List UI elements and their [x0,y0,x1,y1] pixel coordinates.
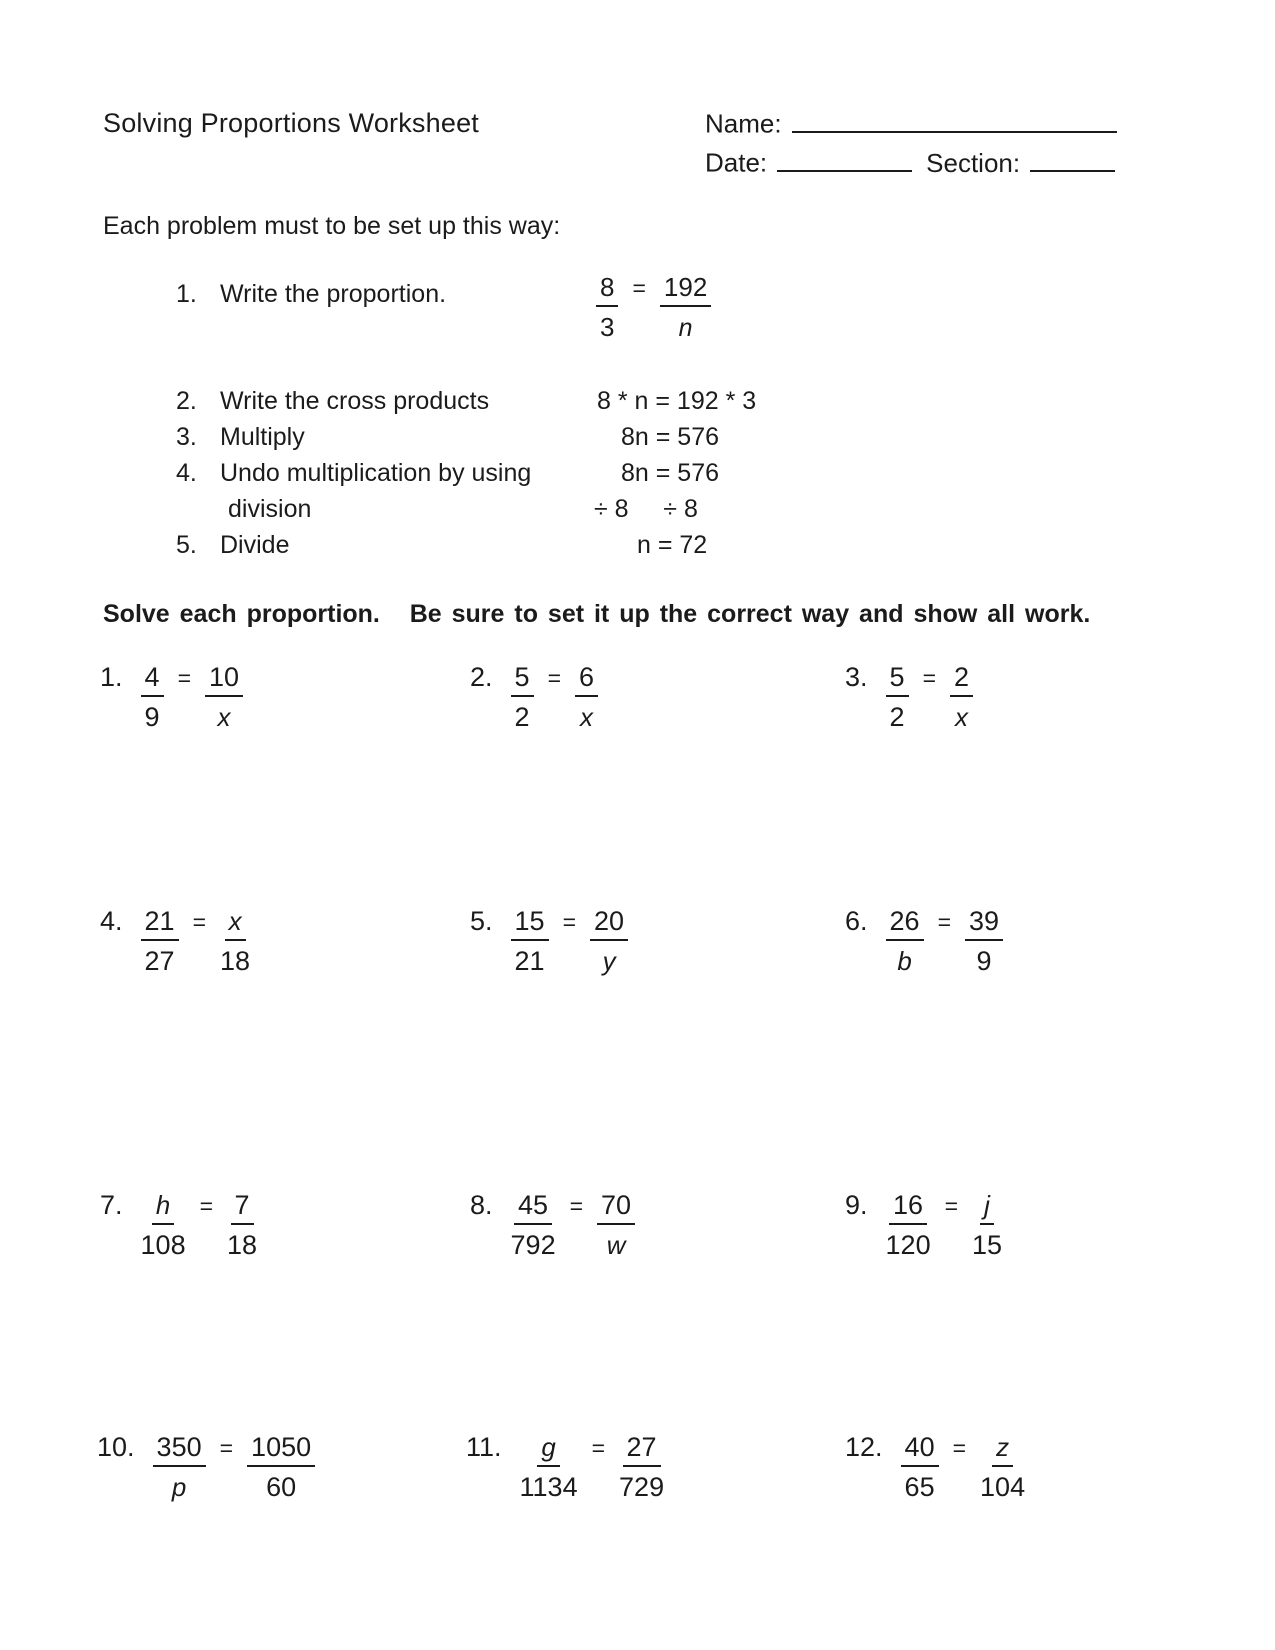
problem-5 [470,906,628,977]
problem-9 [845,1190,1002,1261]
problem-8-numerator-2: 70 [597,1190,635,1225]
step-3 [176,423,305,452]
problem-2-numerator-1: 5 [511,662,534,697]
problem-7-number: 7. [100,1190,123,1220]
problem-10-denominator-1: p [171,1474,187,1502]
intro-heading: Each problem must to be set up this way: [103,212,561,240]
step-5-work: n = 72 [637,531,708,559]
problem-3-numerator-2: 2 [950,662,973,697]
equals-sign: = [547,665,561,691]
problem-11-denominator-1: 1134 [519,1472,578,1502]
problem-11-number: 11. [466,1432,502,1462]
problem-5-numerator-2: 20 [590,906,628,941]
problem-1-denominator-2: x [217,704,231,732]
problem-5-number: 5. [470,906,493,936]
equals-sign: = [944,1193,959,1219]
problem-12-numerator-1: 40 [901,1432,939,1467]
problem-9-denominator-2: 15 [972,1230,1003,1260]
step-4-text: Undo multiplication by using [220,459,532,487]
problem-6-denominator-2: 9 [976,946,992,976]
problem-12-number: 12. [845,1432,883,1462]
equals-sign: = [219,1435,234,1461]
equals-sign: = [591,1435,606,1461]
problem-12-denominator-2: 104 [980,1472,1026,1502]
problem-3-denominator-1: 2 [889,702,905,732]
equals-sign: = [199,1193,214,1219]
problem-11-numerator-1: g [537,1434,559,1467]
problem-1-numerator-2: 10 [205,662,243,697]
problem-11-numerator-2: 27 [623,1432,661,1467]
step-2-work: 8 * n = 192 * 3 [597,387,757,415]
example-denominator-1: 3 [600,312,615,342]
problem-10-denominator-2: 60 [266,1472,297,1502]
problem-2-number: 2. [470,662,493,692]
problem-9-numerator-1: 16 [889,1190,927,1225]
problem-11 [466,1432,664,1503]
problem-11-denominator-2: 729 [619,1472,665,1502]
problem-7-denominator-2: 18 [227,1230,258,1260]
problem-6-number: 6. [845,906,868,936]
problem-2-denominator-1: 2 [514,702,530,732]
step-3-text: Multiply [220,423,305,451]
equals-sign: = [569,1193,584,1219]
problem-7-numerator-1: h [152,1192,174,1225]
problem-1-number: 1. [100,662,123,692]
problem-3-number: 3. [845,662,868,692]
problem-9-numerator-2: j [980,1192,994,1225]
problem-6-numerator-1: 26 [886,906,924,941]
problem-8-denominator-1: 792 [510,1230,556,1260]
date-row [705,145,1115,179]
problem-10-number: 10. [97,1432,135,1462]
problem-4-denominator-1: 27 [144,946,175,976]
problem-7-numerator-2: 7 [231,1190,254,1225]
problem-7 [100,1190,257,1261]
problem-10-numerator-2: 1050 [247,1432,315,1467]
step-5 [176,531,289,560]
step-5-text: Divide [220,531,290,559]
example-denominator-2: n [678,314,693,342]
equals-sign: = [952,1435,967,1461]
step-2-text: Write the cross products [220,387,490,415]
problem-8 [470,1190,635,1261]
problem-5-numerator-1: 15 [511,906,549,941]
problem-5-denominator-2: y [602,948,616,976]
step-4-work: 8n = 576 [621,459,720,487]
problem-12 [845,1432,1025,1503]
problem-8-number: 8. [470,1190,493,1220]
step-5-number: 5. [176,531,197,559]
date-blank-line [777,145,912,172]
step-4-continued [184,495,311,524]
problem-3-denominator-2: x [955,704,968,732]
problem-4-numerator-1: 21 [141,906,179,941]
step-3-work: 8n = 576 [621,423,720,451]
step-4-number: 4. [176,459,197,487]
page-title: Solving Proportions Worksheet [103,108,479,138]
name-row [705,106,1117,140]
problem-1 [100,662,243,733]
problem-8-numerator-1: 45 [514,1190,552,1225]
step-4b-work: ÷ 8 ÷ 8 [594,495,698,523]
example-numerator-1: 8 [596,272,618,307]
problem-10-numerator-1: 350 [153,1432,206,1467]
equals-sign: = [937,909,952,935]
equals-sign: = [177,665,191,691]
date-label: Date: [705,147,768,178]
step-2 [176,387,489,416]
equals-sign: = [192,909,207,935]
problem-4 [100,906,250,977]
problem-2-numerator-2: 6 [575,662,598,697]
step-2-number: 2. [176,387,197,415]
problem-5-denominator-1: 21 [514,946,545,976]
step-1-text: Write the proportion. [220,280,447,308]
step-1 [176,280,446,309]
problem-12-denominator-1: 65 [904,1472,935,1502]
equals-sign: = [922,665,936,691]
problem-6-denominator-1: b [897,948,912,976]
problem-4-denominator-2: 18 [220,946,251,976]
problem-6-numerator-2: 39 [965,906,1003,941]
example-numerator-2: 192 [660,272,711,307]
problem-9-denominator-1: 120 [885,1230,931,1260]
step-4b-number [184,495,228,524]
problem-4-numerator-2: x [225,908,246,941]
problem-10 [97,1432,315,1503]
problem-9-number: 9. [845,1190,868,1220]
step-4 [176,459,531,488]
problem-6 [845,906,1003,977]
equals-sign: = [562,909,577,935]
problem-8-denominator-2: w [606,1232,626,1260]
section-blank-line [1030,145,1115,172]
problem-3-numerator-1: 5 [886,662,909,697]
example-proportion [596,272,711,343]
problem-4-number: 4. [100,906,123,936]
section-label: Section: [926,147,1021,178]
name-blank-line [792,106,1117,133]
problem-12-numerator-2: z [992,1434,1013,1467]
name-label: Name: [705,108,782,139]
problem-3 [845,662,973,733]
step-4b-text: division [228,495,312,523]
solve-instruction: Solve each proportion. Be sure to set it up the correct way and show all work. [103,600,1091,628]
problem-2 [470,662,598,733]
problem-2-denominator-2: x [580,704,593,732]
problem-1-denominator-1: 9 [144,702,160,732]
step-3-number: 3. [176,423,197,451]
problem-7-denominator-1: 108 [140,1230,186,1260]
equals-sign: = [632,275,646,301]
problem-1-numerator-1: 4 [141,662,164,697]
step-1-number: 1. [176,280,197,308]
